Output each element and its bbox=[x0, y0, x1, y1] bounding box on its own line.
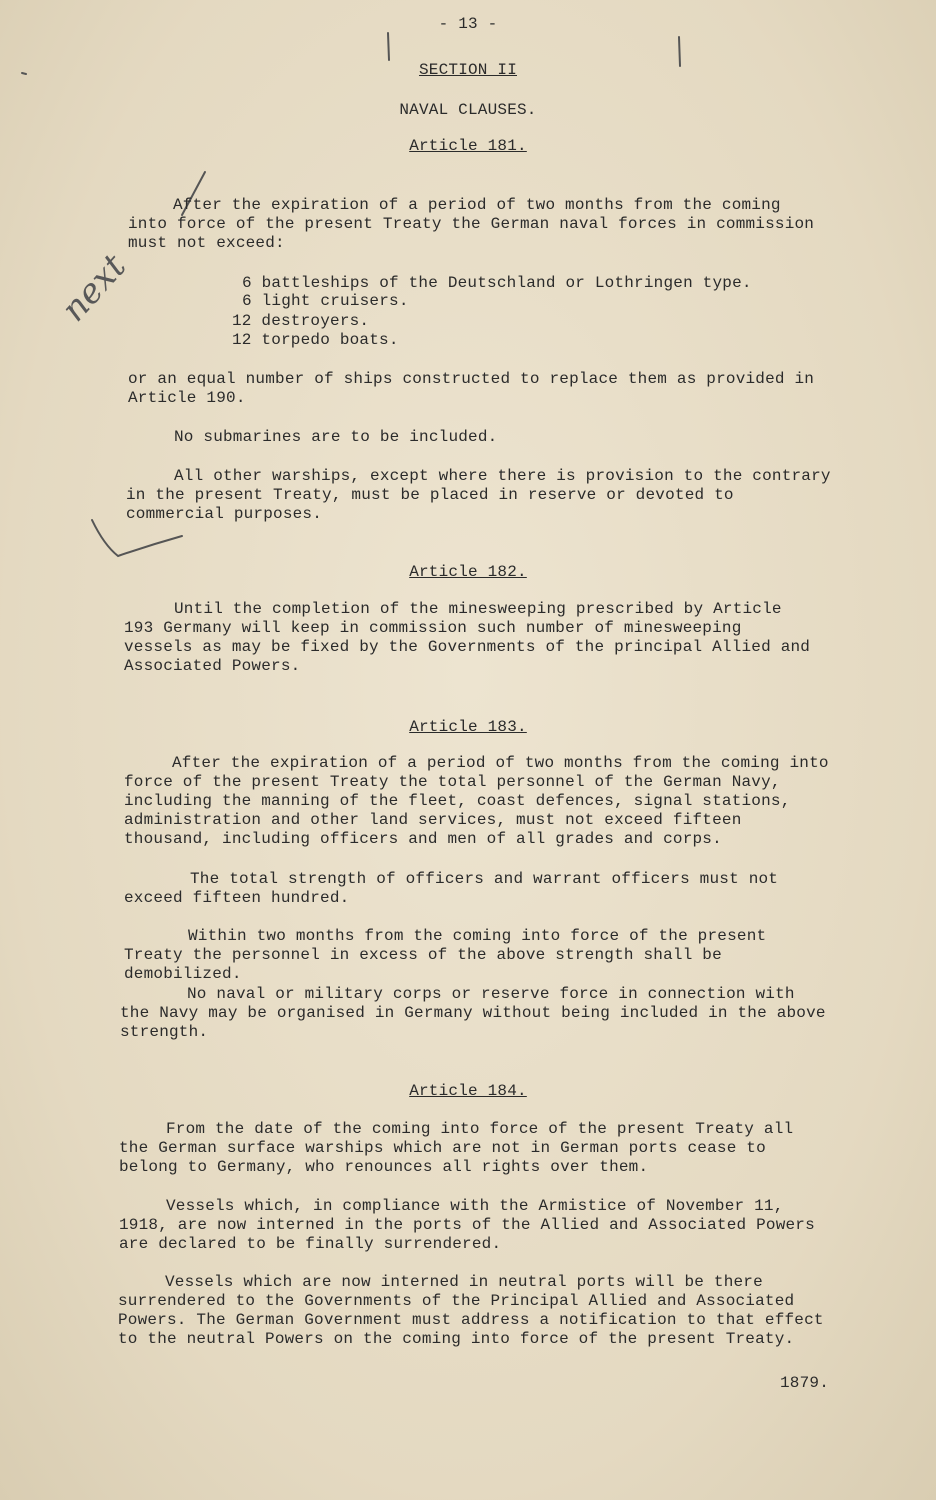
pencil-annotation: next bbox=[53, 246, 135, 330]
article-182-paragraph: Until the completion of the minesweeping prescribed by Article 193 Germany will keep in commission such number of minesweeping vessels as may be fixed by the Governments of the principal Allied and Associated Powers. bbox=[124, 600, 811, 675]
article-183-paragraph-3: Within two months from the coming into force of the present Treaty the personnel in excess of the above strength shall be demobilized. bbox=[124, 927, 767, 983]
article-183-heading: Article 183. bbox=[409, 718, 527, 736]
section-title: SECTION II bbox=[418, 61, 517, 79]
article-182-heading: Article 182. bbox=[409, 563, 527, 581]
article-183-paragraph-1: After the expiration of a period of two months from the coming into force of the present Treaty the total personnel of the German Navy, including the manning of the fleet, coast defences, signal stations, administration and other land services, must not exceed fifteen thousand, including officers and men of all grades and corps. bbox=[124, 754, 829, 848]
list-item-cruisers: 6 light cruisers. bbox=[242, 292, 409, 310]
pencil-tick bbox=[92, 520, 182, 556]
article-184-paragraph-1: From the date of the coming into force of the present Treaty all the German surface warships which are not in German ports cease to belong to Germany, who renounces all rights over them. bbox=[119, 1120, 794, 1176]
section-subtitle: NAVAL CLAUSES. bbox=[399, 101, 537, 119]
article-181-other-warships: All other warships, except where there is provision to the contrary in the present Treaty, must be placed in reserve or devoted to commercial purposes. bbox=[126, 467, 831, 523]
page-number: - 13 - bbox=[438, 15, 498, 33]
article-184-paragraph-3: Vessels which are now interned in neutral ports will be there surrendered to the Governments of the Principal Allied and Associated Powers. The German Government must address a notification to that effect to the neutral Powers on the coming into force of the present Treaty. bbox=[118, 1273, 824, 1348]
article-184-paragraph-2: Vessels which, in compliance with the Armistice of November 11, 1918, are now interned in the ports of the Allied and Associated Powers are declared to be finally surrendered. bbox=[119, 1197, 815, 1253]
article-183-paragraph-4: No naval or military corps or reserve force in connection with the Navy may be organised in Germany without being included in the above strength. bbox=[120, 985, 826, 1041]
footer-document-number: 1879. bbox=[780, 1374, 830, 1392]
list-item-battleships: 6 battleships of the Deutschland or Lothringen type. bbox=[242, 274, 752, 292]
article-181-submarines: No submarines are to be included. bbox=[174, 428, 498, 446]
list-item-destroyers: 12 destroyers. bbox=[232, 312, 370, 330]
pencil-bar-left bbox=[388, 33, 389, 60]
article-181-replacement: or an equal number of ships constructed to replace them as provided in Article 190. bbox=[128, 370, 815, 407]
article-184-heading: Article 184. bbox=[409, 1082, 527, 1100]
list-item-torpedo-boats: 12 torpedo boats. bbox=[232, 331, 399, 349]
article-181-heading: Article 181. bbox=[409, 137, 527, 155]
article-183-paragraph-2: The total strength of officers and warrant officers must not exceed fifteen hundred. bbox=[124, 870, 779, 907]
article-181-paragraph: After the expiration of a period of two months from the coming into force of the present Treaty the German naval forces in commission must not exceed: bbox=[128, 196, 815, 252]
